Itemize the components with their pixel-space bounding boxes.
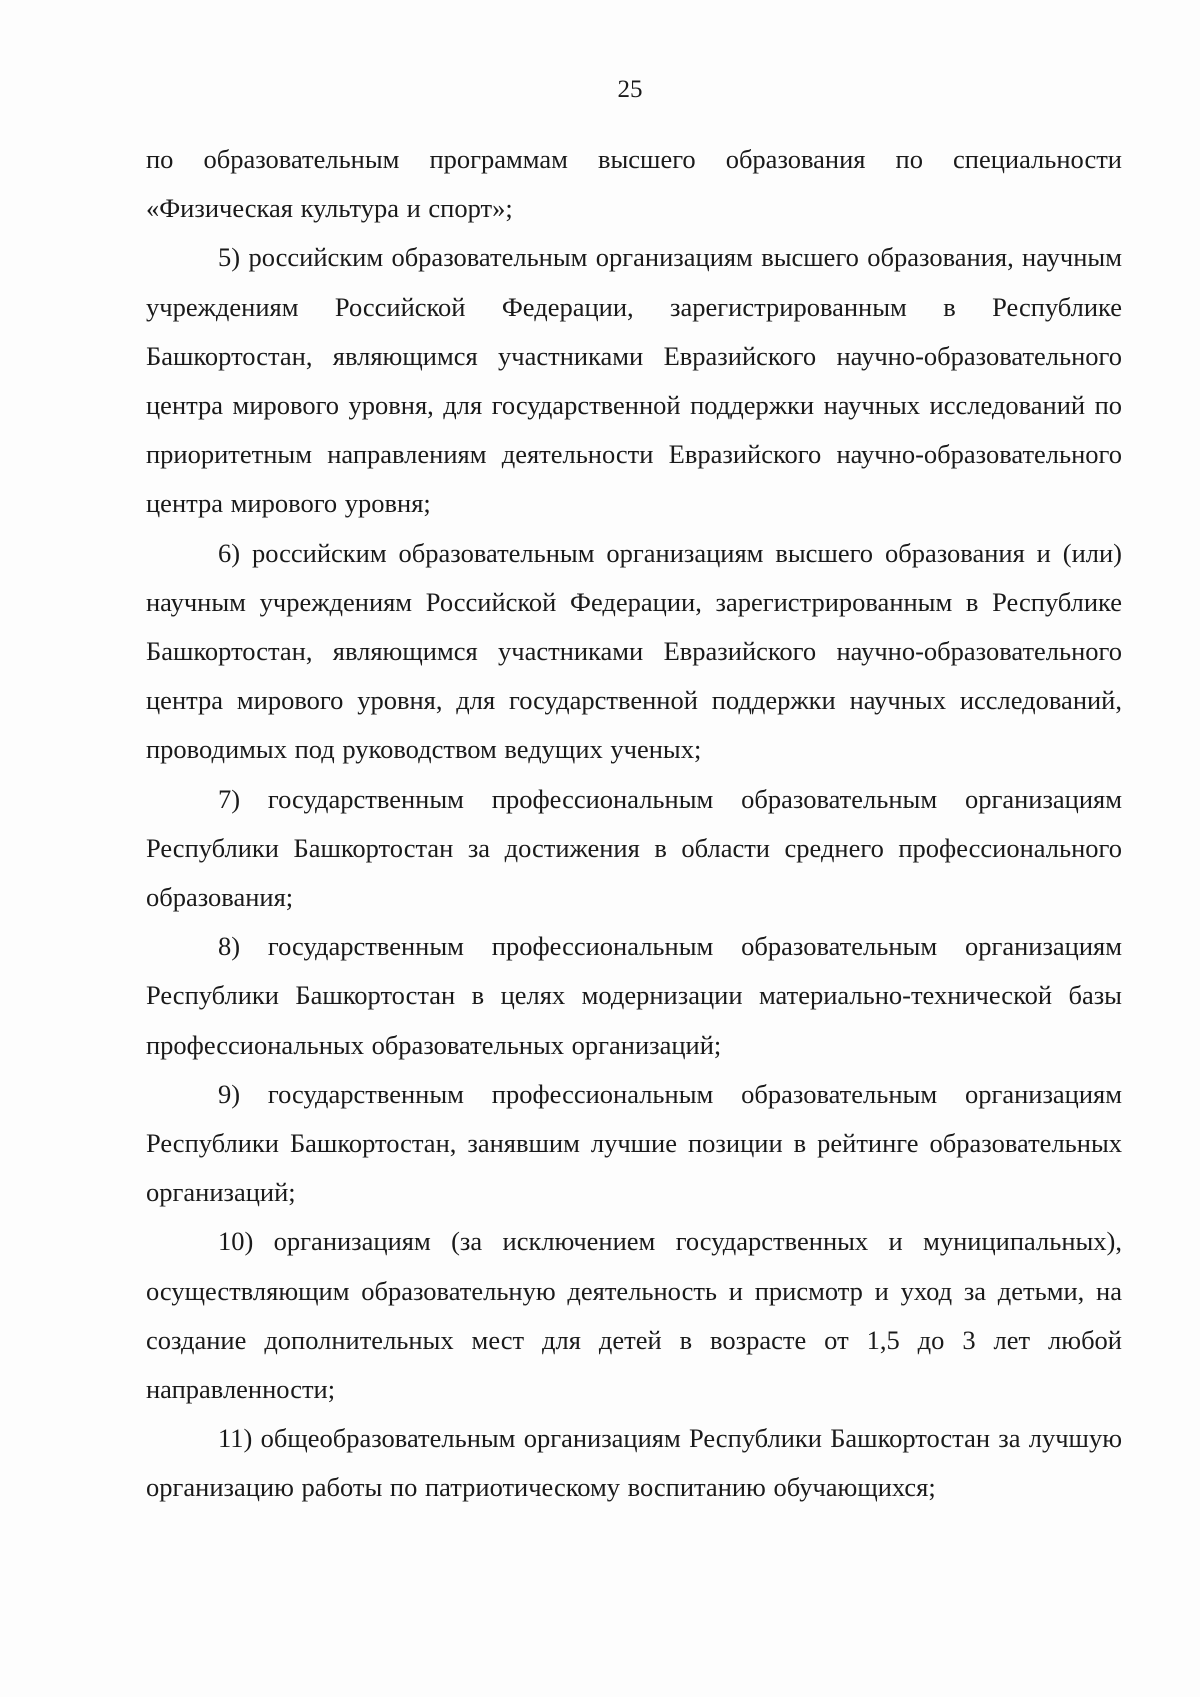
paragraph-item-9: 9) государственным профессиональным образовательным организациям Республики Башкортостан, занявшим лучшие позиции в рейтинге образовательных организаций; (146, 1078, 1122, 1208)
paragraph-item-6: 6) российским образовательным организациям высшего образования и (или) научным учреждениям Российской Федерации, зарегистрированным в Республике Башкортостан, являющимся участниками Евразийского научно-образовательного центра мирового уровня, для государственной поддержки научных исследований, проводимых под руководством ведущих ученых; (146, 537, 1122, 765)
page-number: 25 (617, 76, 643, 103)
paragraph-item-10: 10) организациям (за исключением государственных и муниципальных), осуществляющим образовательную деятельность и присмотр и уход за детьми, на создание дополнительных мест для детей в возрасте от 1,5 до 3 лет любой направленности; (146, 1226, 1122, 1405)
paragraph-item-7: 7) государственным профессиональным образовательным организациям Республики Башкортостан за достижения в области среднего профессионального образования; (146, 783, 1122, 913)
document-body (146, 135, 1122, 1513)
paragraph-item-11: 11) общеобразовательным организациям Республики Башкортостан за лучшую организацию работы по патриотическому воспитанию обучающихся; (146, 1423, 1122, 1503)
paragraph-item-8: 8) государственным профессиональным образовательным организациям Республики Башкортостан в целях модернизации материально-технической базы профессиональных образовательных организаций; (146, 931, 1122, 1060)
paragraph-item-5: 5) российским образовательным организациям высшего образования, научным учреждениям Российской Федерации, зарегистрированным в Республике Башкортостан, являющимся участниками Евразийского научно-образовательного центра мирового уровня, для государственной поддержки научных исследований по приоритетным направлениям деятельности Евразийского научно-образовательного центра мирового уровня; (146, 242, 1122, 519)
paragraph-continuation: по образовательным программам высшего образования по специальности «Физическая культура и спорт»; (146, 144, 1122, 224)
